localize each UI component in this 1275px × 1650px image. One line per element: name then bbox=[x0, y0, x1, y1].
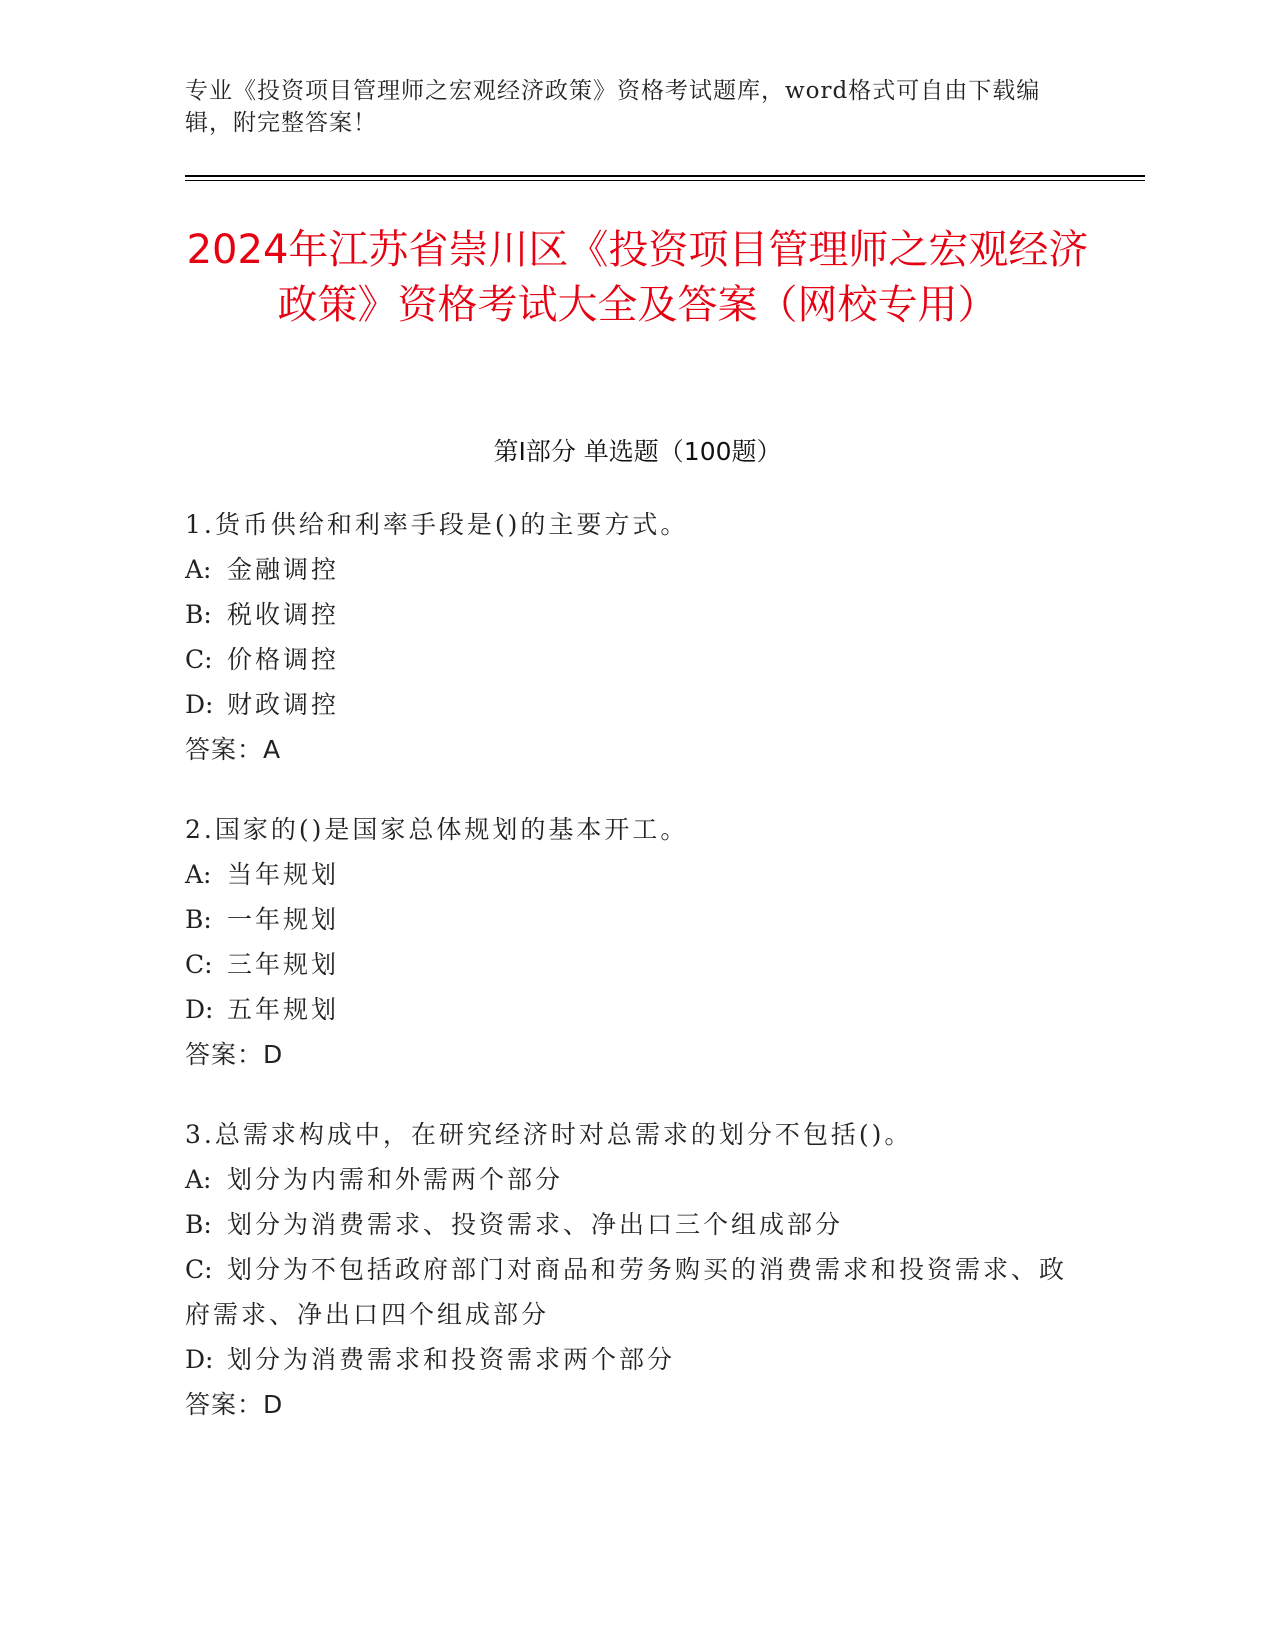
page-header-note: 专业《投资项目管理师之宏观经济政策》资格考试题库，word格式可自由下载编辑，附完整答案！ bbox=[185, 78, 1041, 136]
answer-label: 答案： bbox=[185, 1040, 264, 1069]
answer-value: A bbox=[263, 735, 282, 764]
option-d bbox=[185, 682, 1085, 727]
option-text: 划分为内需和外需两个部分 bbox=[227, 1165, 564, 1194]
answer-label: 答案： bbox=[185, 735, 264, 764]
answer-value: D bbox=[263, 1390, 284, 1419]
option-label: D: bbox=[185, 1345, 214, 1374]
option-label: D: bbox=[185, 690, 214, 719]
option-label: A: bbox=[185, 860, 212, 889]
answer-line bbox=[185, 1032, 1085, 1077]
answer-line bbox=[185, 1382, 1085, 1427]
answer-label: 答案： bbox=[185, 1390, 264, 1419]
document-title: 2024年江苏省崇川区《投资项目管理师之宏观经济政策》资格考试大全及答案（网校专用） bbox=[186, 227, 1089, 328]
option-text: 金融调控 bbox=[227, 555, 340, 584]
option-text: 划分为消费需求、投资需求、净出口三个组成部分 bbox=[227, 1210, 844, 1239]
option-label: C: bbox=[185, 645, 213, 674]
option-text: 价格调控 bbox=[227, 645, 340, 674]
option-b bbox=[185, 1202, 1085, 1247]
section-title: 第Ⅰ部分 单选题（100题） bbox=[493, 437, 782, 466]
question-stem: 3.总需求构成中，在研究经济时对总需求的划分不包括()。 bbox=[185, 1120, 913, 1149]
option-label: A: bbox=[185, 555, 212, 584]
option-a bbox=[185, 1157, 1085, 1202]
option-c bbox=[185, 1247, 1085, 1337]
option-text: 划分为不包括政府部门对商品和劳务购买的消费需求和投资需求、政府需求、净出口四个组成部分 bbox=[185, 1255, 1068, 1329]
option-label: B: bbox=[185, 905, 212, 934]
option-label: D: bbox=[185, 995, 214, 1024]
question-1 bbox=[185, 502, 1085, 772]
header-divider-thick bbox=[185, 175, 1145, 177]
option-b bbox=[185, 897, 1085, 942]
option-label: A: bbox=[185, 1165, 212, 1194]
header-divider-thin bbox=[185, 180, 1145, 181]
option-c bbox=[185, 942, 1085, 987]
option-label: C: bbox=[185, 1255, 213, 1284]
question-stem: 2.国家的()是国家总体规划的基本开工。 bbox=[185, 815, 689, 844]
answer-value: D bbox=[263, 1040, 284, 1069]
option-d bbox=[185, 987, 1085, 1032]
option-a bbox=[185, 547, 1085, 592]
option-text: 当年规划 bbox=[227, 860, 340, 889]
option-d bbox=[185, 1337, 1085, 1382]
option-label: B: bbox=[185, 600, 212, 629]
question-3 bbox=[185, 1112, 1085, 1427]
option-text: 财政调控 bbox=[227, 690, 340, 719]
option-label: B: bbox=[185, 1210, 212, 1239]
option-b bbox=[185, 592, 1085, 637]
option-text: 三年规划 bbox=[227, 950, 340, 979]
option-text: 一年规划 bbox=[227, 905, 340, 934]
option-text: 五年规划 bbox=[227, 995, 340, 1024]
option-text: 税收调控 bbox=[227, 600, 340, 629]
question-stem: 1.货币供给和利率手段是()的主要方式。 bbox=[185, 510, 689, 539]
answer-line bbox=[185, 727, 1085, 772]
option-a bbox=[185, 852, 1085, 897]
option-c bbox=[185, 637, 1085, 682]
question-2 bbox=[185, 807, 1085, 1077]
option-label: C: bbox=[185, 950, 213, 979]
option-text: 划分为消费需求和投资需求两个部分 bbox=[227, 1345, 676, 1374]
